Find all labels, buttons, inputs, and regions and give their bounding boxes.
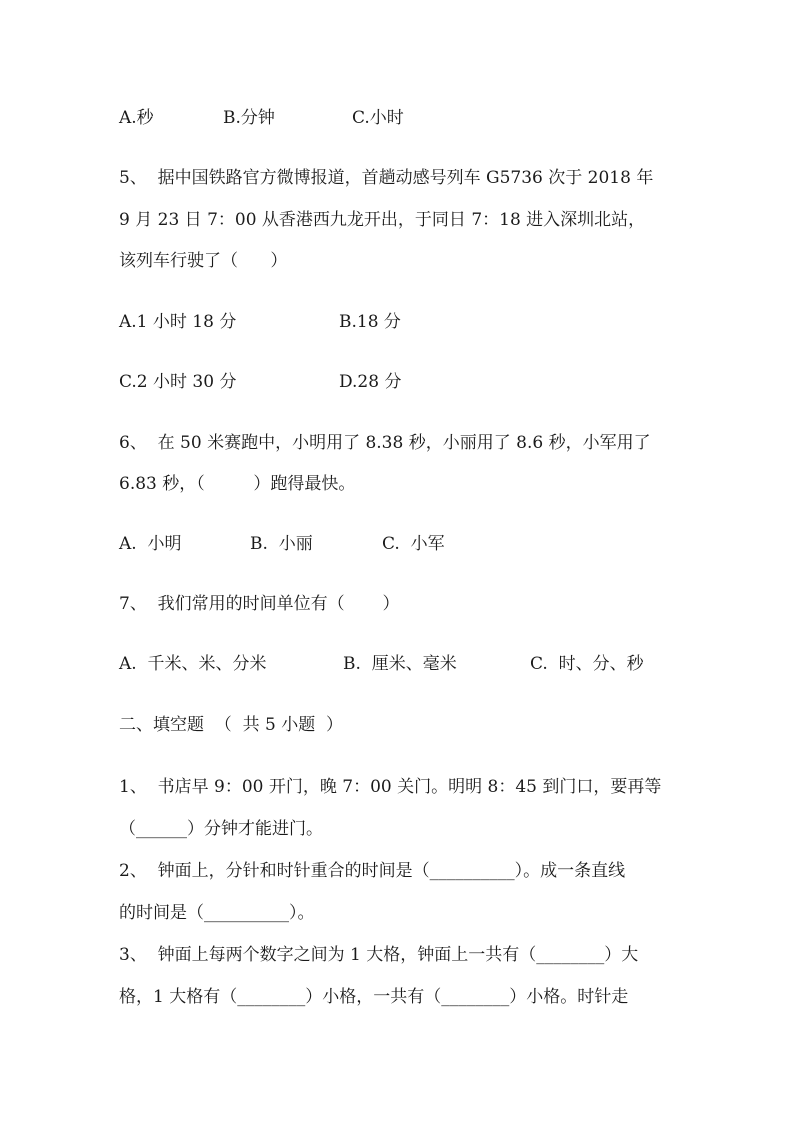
fill-q2-line-2: 的时间是（__________）。 <box>119 903 315 923</box>
q7-option-b: B. 厘米、毫米 <box>343 654 457 674</box>
q5-option-a: A.1 小时 18 分 <box>119 312 237 332</box>
section2-title: 二、填空题 （ 共 5 小题 ） <box>119 715 344 735</box>
q6-line-1: 6、 在 50 米赛跑中，小明用了 8.38 秒，小丽用了 8.6 秒，小军用了 <box>119 433 651 453</box>
q6-option-a: A. 小明 <box>119 534 182 554</box>
q4-option-c: C.小时 <box>352 108 404 128</box>
q7-line: 7、 我们常用的时间单位有（ ） <box>119 594 400 614</box>
q5-line-3: 该列车行驶了（ ） <box>119 251 288 271</box>
q4-option-a: A.秒 <box>119 108 154 128</box>
q5-line-2: 9 月 23 日 7：00 从香港西九龙开出，于同日 7：18 进入深圳北站， <box>119 210 646 230</box>
q7-option-a: A. 千米、米、分米 <box>119 654 267 674</box>
q5-option-b: B.18 分 <box>339 312 401 332</box>
q5-option-d: D.28 分 <box>339 372 402 392</box>
fill-q1-line-1: 1、 书店早 9：00 开门，晚 7：00 关门。明明 8：45 到门口，要再等 <box>119 777 662 797</box>
q6-option-b: B. 小丽 <box>250 534 313 554</box>
q6-option-c: C. 小军 <box>382 534 445 554</box>
q7-option-c: C. 时、分、秒 <box>530 654 644 674</box>
q4-option-b: B.分钟 <box>223 108 275 128</box>
fill-q2-line-1: 2、 钟面上，分针和时针重合的时间是（__________）。成一条直线 <box>119 861 626 881</box>
q5-option-c: C.2 小时 30 分 <box>119 372 237 392</box>
fill-q1-line-2: （______）分钟才能进门。 <box>119 819 323 839</box>
fill-q3-line-1: 3、 钟面上每两个数字之间为 1 大格，钟面上一共有（________）大 <box>119 945 639 965</box>
fill-q3-line-2: 格，1 大格有（________）小格，一共有（________）小格。时针走 <box>119 987 629 1007</box>
q6-line-2: 6.83 秒，（ ）跑得最快。 <box>119 474 356 494</box>
q5-line-1: 5、 据中国铁路官方微博报道，首趟动感号列车 G5736 次于 2018 年 <box>119 168 654 188</box>
